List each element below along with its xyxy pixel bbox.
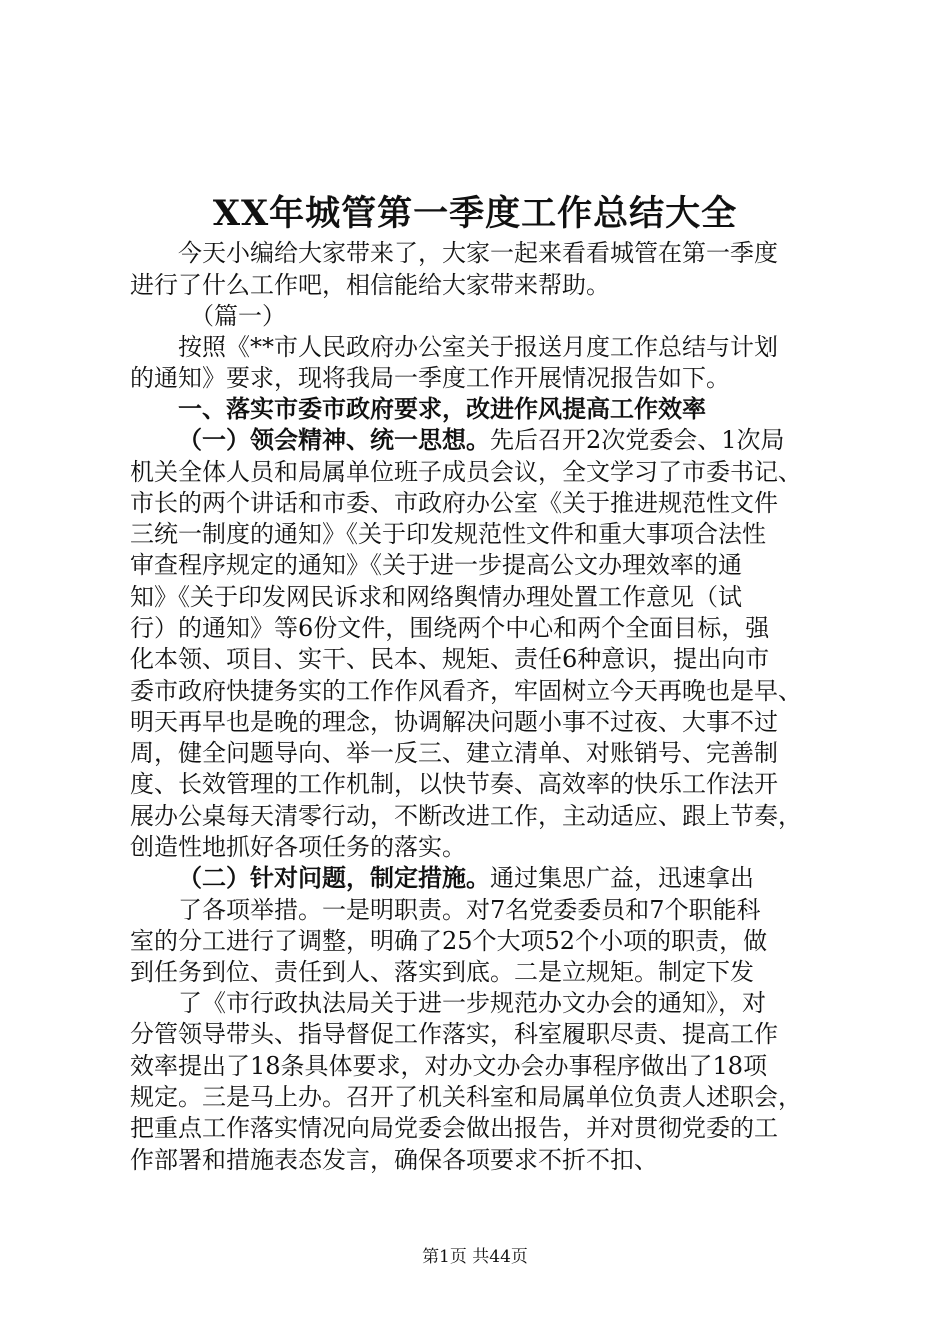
- para-one-line-14: 创造性地抓好各项任务的落实。: [130, 833, 466, 861]
- para-two-line-10: 作部署和措施表态发言，确保各项要求不折不扣、: [130, 1146, 658, 1174]
- subheading-two: （二）针对问题，制定措施。: [178, 864, 490, 892]
- section-marker: （篇一）: [190, 302, 286, 330]
- para-one-line-12: 度、长效管理的工作机制，以快节奏、高效率的快乐工作法开: [130, 770, 778, 798]
- para-one-line-4: 三统一制度的通知》《关于印发规范性文件和重大事项合法性: [130, 520, 766, 548]
- para-two-line-5: 了《市行政执法局关于进一步规范办文办会的通知》，对: [178, 989, 766, 1017]
- sub1-first-text: 先后召开2次党委会、1次局: [490, 426, 785, 454]
- subheading-one: （一）领会精神、统一思想。: [178, 426, 490, 454]
- para-one-line-7: 行）的通知》等6份文件，围绕两个中心和两个全面目标，强: [130, 614, 770, 642]
- para-one-line-3: 市长的两个讲话和市委、市政府办公室《关于推进规范性文件: [130, 489, 778, 517]
- para-two-line-4: 到任务到位、责任到人、落实到底。二是立规矩。制定下发: [130, 958, 754, 986]
- para-two-line-9: 把重点工作落实情况向局党委会做出报告，并对贯彻党委的工: [130, 1114, 778, 1142]
- para-one-line-10: 明天再早也是晚的理念，协调解决问题小事不过夜、大事不过: [130, 708, 778, 736]
- para-basis-line-2: 的通知》要求，现将我局一季度工作开展情况报告如下。: [130, 364, 730, 392]
- para-one-line-2: 机关全体人员和局属单位班子成员会议，全文学习了市委书记、: [130, 458, 802, 486]
- para-intro-line-2: 进行了什么工作吧，相信能给大家带来帮助。: [130, 271, 610, 299]
- heading-part-one: 一、落实市委市政府要求，改进作风提高工作效率: [178, 395, 706, 423]
- para-two-line-1: [178, 863, 754, 893]
- para-two-line-2: 了各项举措。一是明职责。对7名党委委员和7个职能科: [178, 896, 761, 924]
- sub2-first-text: 通过集思广益，迅速拿出: [490, 864, 754, 892]
- para-intro-line-1: 今天小编给大家带来了，大家一起来看看城管在第一季度: [178, 239, 778, 267]
- page-footer: 第1页 共44页: [422, 1247, 528, 1267]
- para-two-line-3: 室的分工进行了调整，明确了25个大项52个小项的职责，做: [130, 927, 768, 955]
- para-one-line-9: 委市政府快捷务实的工作作风看齐，牢固树立今天再晚也是早、: [130, 677, 802, 705]
- para-two-line-6: 分管领导带头、指导督促工作落实，科室履职尽责、提高工作: [130, 1020, 778, 1048]
- para-one-line-1: [178, 425, 785, 455]
- para-one-line-11: 周，健全问题导向、举一反三、建立清单、对账销号、完善制: [130, 739, 778, 767]
- para-one-line-5: 审查程序规定的通知》《关于进一步提高公文办理效率的通: [130, 551, 742, 579]
- para-one-line-8: 化本领、项目、实干、民本、规矩、责任6种意识，提出向市: [130, 645, 770, 673]
- para-one-line-6: 知》《关于印发网民诉求和网络舆情办理处置工作意见（试: [130, 583, 742, 611]
- document-title: XX年城管第一季度工作总结大全: [212, 193, 738, 234]
- para-basis-line-1: 按照《**市人民政府办公室关于报送月度工作总结与计划: [178, 333, 778, 361]
- para-one-line-13: 展办公桌每天清零行动，不断改进工作，主动适应、跟上节奏，: [130, 802, 802, 830]
- para-two-line-7: 效率提出了18条具体要求，对办文办会办事程序做出了18项: [130, 1052, 768, 1080]
- para-two-line-8: 规定。三是马上办。召开了机关科室和局属单位负责人述职会，: [130, 1083, 802, 1111]
